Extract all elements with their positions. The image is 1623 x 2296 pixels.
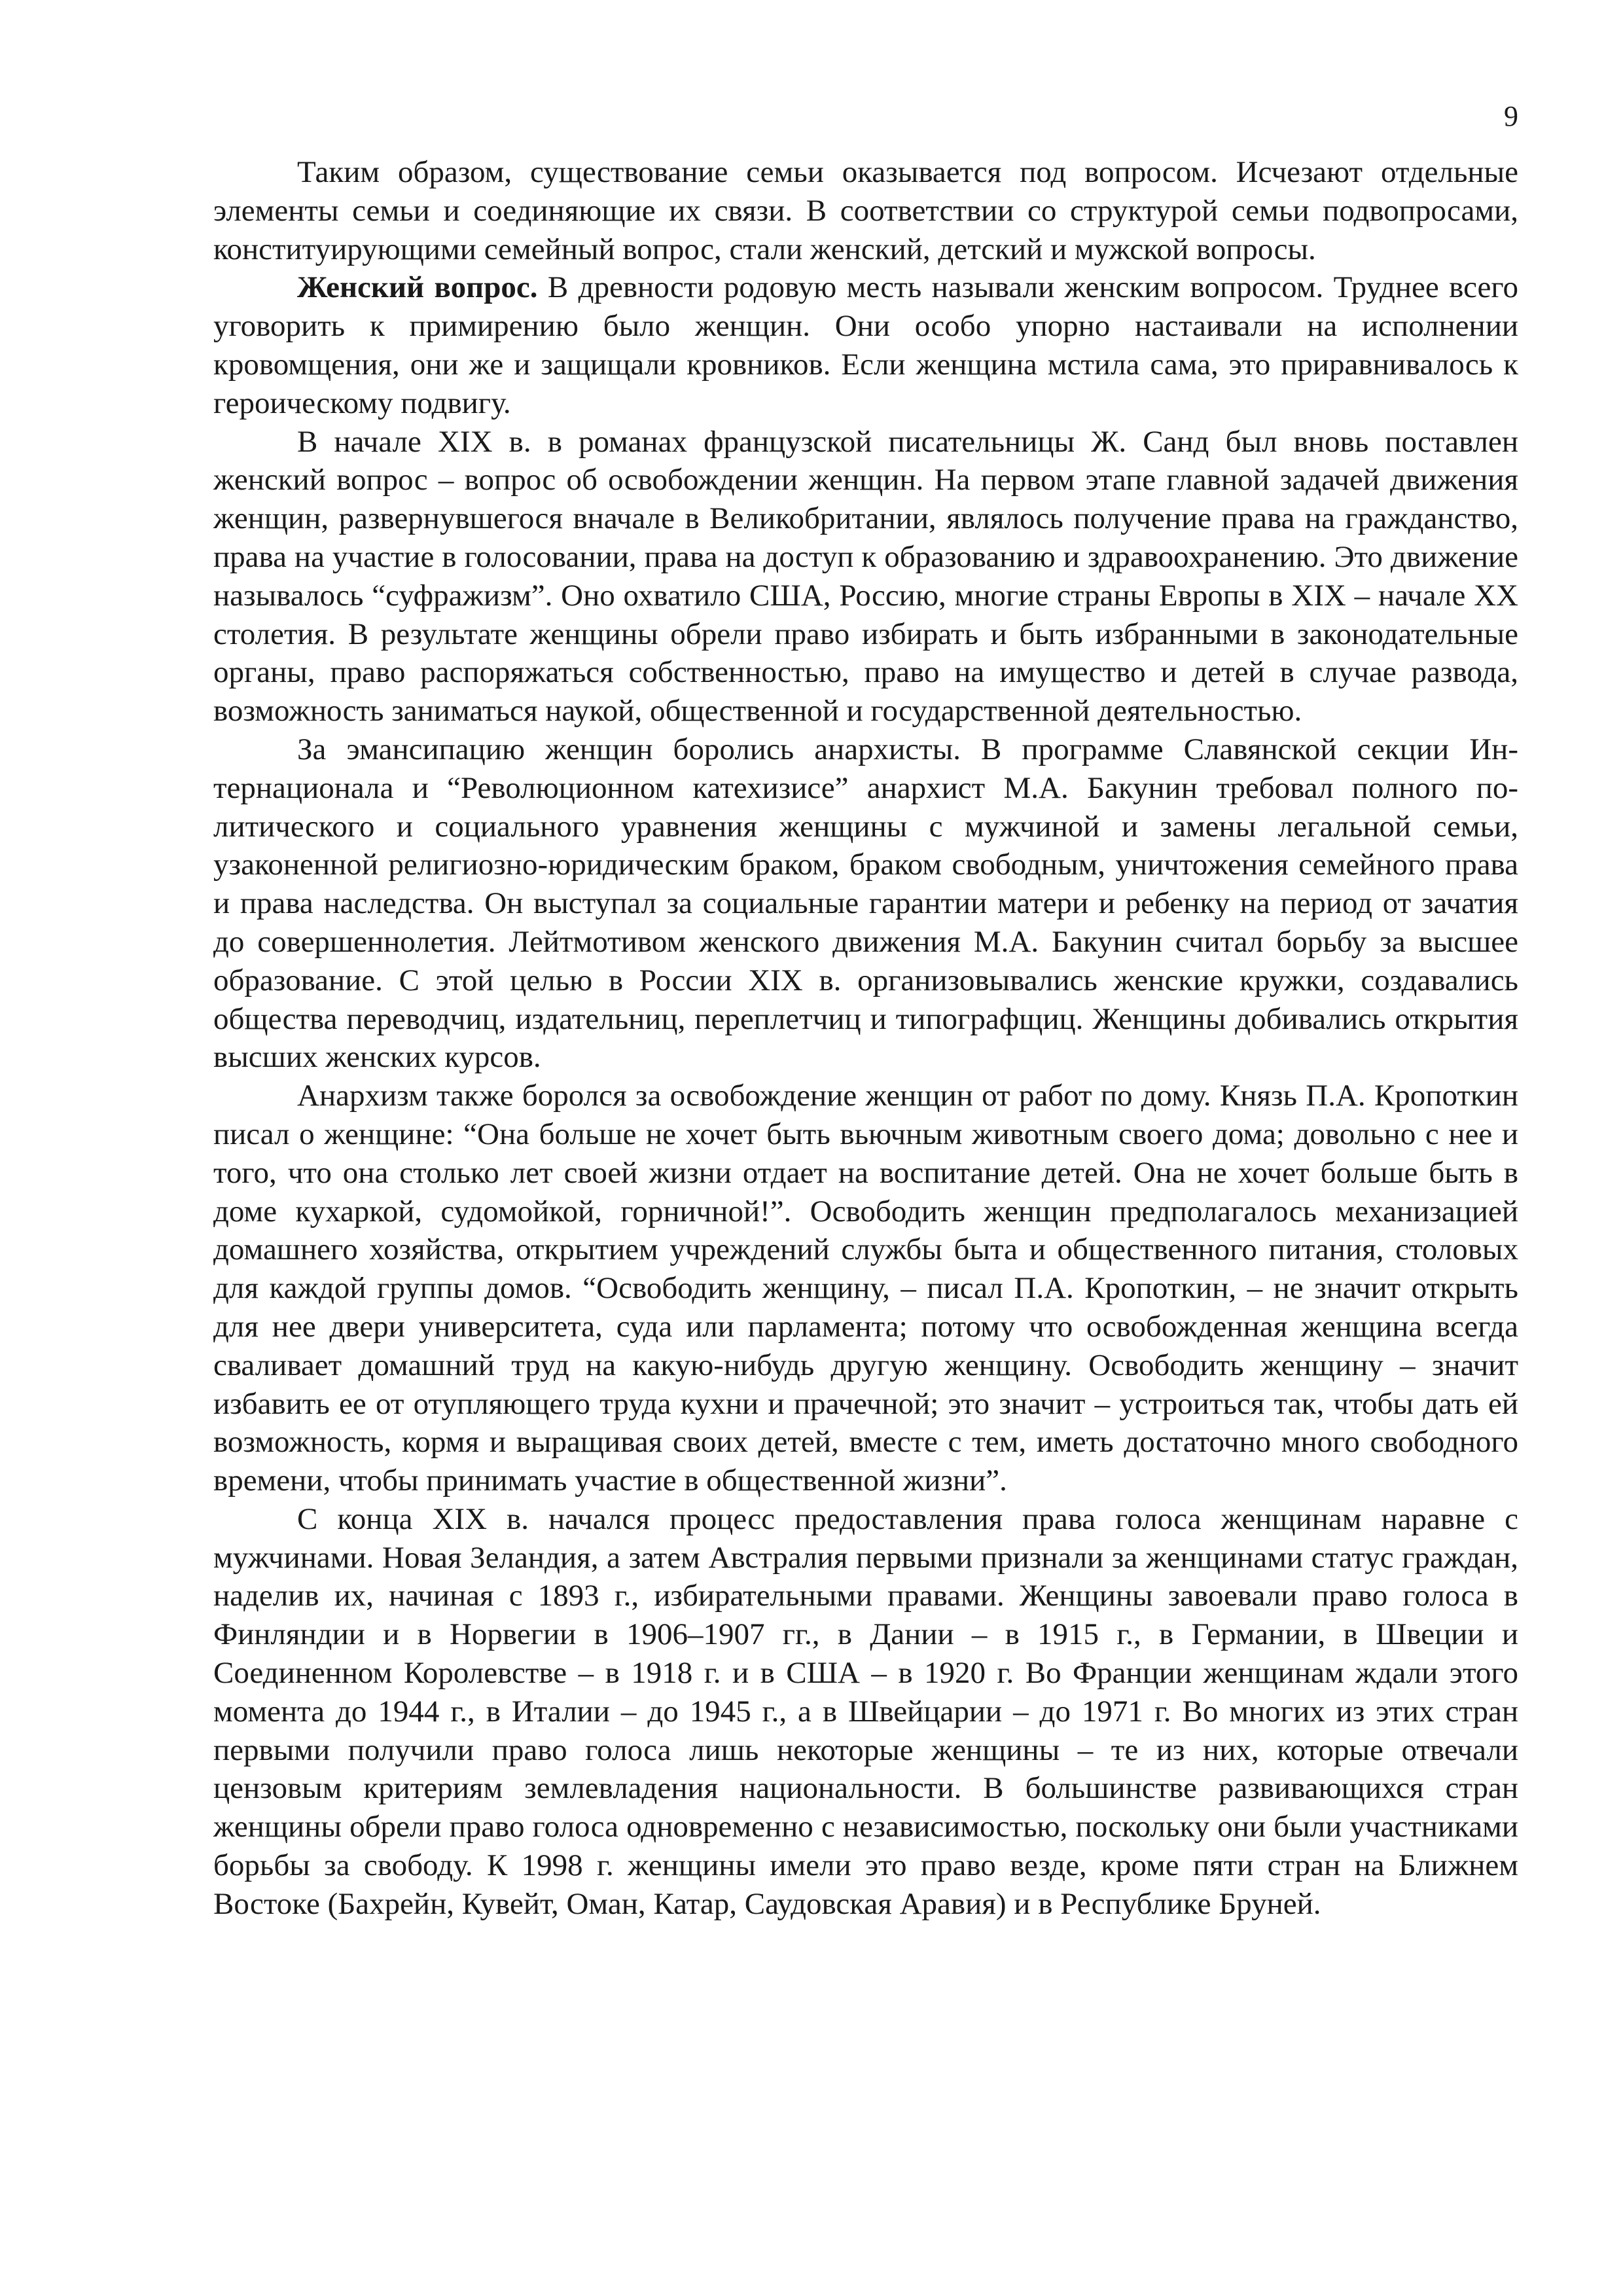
- section-heading-women-question: Женский вопрос.: [297, 270, 538, 305]
- paragraph-4-text: За эмансипацию женщин боролись анархисты. В программе Славянской секции Интернационала и “Революционном катехизисе” анархист М.А. Бакунин требовал полного политического и социального уравнения женщины с мужчиной и замены легальной семьи, узаконенной религиозно-юридическим браком, браком свободным, уничтожения семейного права и права наследства. Он выступал за социальные гарантии матери и ребенку на период от зачатия до совершеннолетия. Лейтмотивом женского движения М.А. Бакунин считал борьбу за высшее образование. С этой целью в России XIX в. организовывались женские кружки, создавались общества переводчиц, издательниц, переплетчиц и типографщиц. Женщины добивались открытия высших женских курсов.: [213, 732, 1518, 1075]
- paragraph-2-text: В древности родовую месть называли женским вопросом. Труднее всего уговорить к примирению было женщин. Они особо упорно настаивали на исполнении кровомщения, они же и защищали кровников. Если женщина мстила сама, это приравнивалось к героическому подвигу.: [213, 270, 1518, 420]
- body-text: [213, 153, 1518, 1924]
- paragraph-5: [213, 1077, 1518, 1500]
- paragraph-4: [213, 730, 1518, 1077]
- paragraph-5-text: Анархизм также боролся за освобождение женщин от работ по дому. Князь П.А. Кропоткин писал о женщине: “Она больше не хочет быть вьючным животным своего дома; довольно с нее и того, что она столько лет своей жизни отдает на воспитание детей. Она не хочет больше быть в доме кухаркой, судомойкой, горничной!”. Освободить женщин предполагалось механизацией домашнего хозяйства, открытием учреждений службы быта и общественного питания, столовых для каждой группы домов. “Освободить женщину, – писал П.А. Кропоткин, – не значит открыть для нее двери университета, суда или парламента; потому что освобожденная женщина всегда сваливает домашний труд на какую-нибудь другую женщину. Освободить женщину – значит избавить ее от отупляющего труда кухни и прачечной; это значит – устроиться так, чтобы дать ей возможность, кормя и выращивая своих детей, вместе с тем, иметь достаточно много свободного времени, чтобы принимать участие в общественной жизни”.: [213, 1079, 1518, 1498]
- paragraph-6-text: С конца XIX в. начался процесс предоставления права голоса женщинам наравне с мужчинами. Новая Зеландия, а затем Австралия первыми признали за женщинами статус граждан, наделив их, начиная с 1893 г., избирательными правами. Женщины завоевали право голоса в Финляндии и в Норвегии в 1906–1907 гг., в Дании – в 1915 г., в Германии, в Швеции и Соединенном Королевстве – в 1918 г. и в США – в 1920 г. Во Франции женщинам ждали этого момента до 1944 г., в Италии – до 1945 г., а в Швейцарии – до 1971 г. Во многих из этих стран первыми получили право голоса лишь некоторые женщины – те из них, которые отвечали цензовым критериям землевладения национальности. В большинстве развивающихся стран женщины обрели право голоса одновременно с независимостью, поскольку они были участниками борьбы за свободу. К 1998 г. женщины имели это право везде, кроме пяти стран на Ближнем Востоке (Бахрейн, Кувейт, Оман, Катар, Саудовская Аравия) и в Республике Бруней.: [213, 1501, 1518, 1921]
- paragraph-6: [213, 1500, 1518, 1924]
- paragraph-3-text: В начале XIX в. в романах французской писательницы Ж. Санд был вновь поставлен женский вопрос – вопрос об освобождении женщин. На первом этапе главной задачей движения женщин, развернувшегося вначале в Великобритании, являлось получение права на гражданство, права на участие в голосовании, права на доступ к образованию и здравоохранению. Это движение называлось “суфражизм”. Оно охватило США, Россию, многие страны Европы в XIX – начале XX столетия. В результате женщины обрели право избирать и быть избранными в законодательные органы, право распоряжаться собственностью, право на имущество и детей в случае развода, возможность заниматься наукой, общественной и государственной деятельностью.: [213, 424, 1518, 728]
- paragraph-1: [213, 153, 1518, 268]
- paragraph-3: [213, 423, 1518, 730]
- page-number: 9: [1504, 100, 1518, 132]
- paragraph-1-text: Таким образом, существование семьи оказывается под вопросом. Исчезают отдельные элементы семьи и соединяющие их связи. В соответствии со структурой семьи подвопросами, конституирующими семейный вопрос, стали женский, детский и мужской вопросы.: [213, 155, 1518, 266]
- paragraph-2: [213, 268, 1518, 422]
